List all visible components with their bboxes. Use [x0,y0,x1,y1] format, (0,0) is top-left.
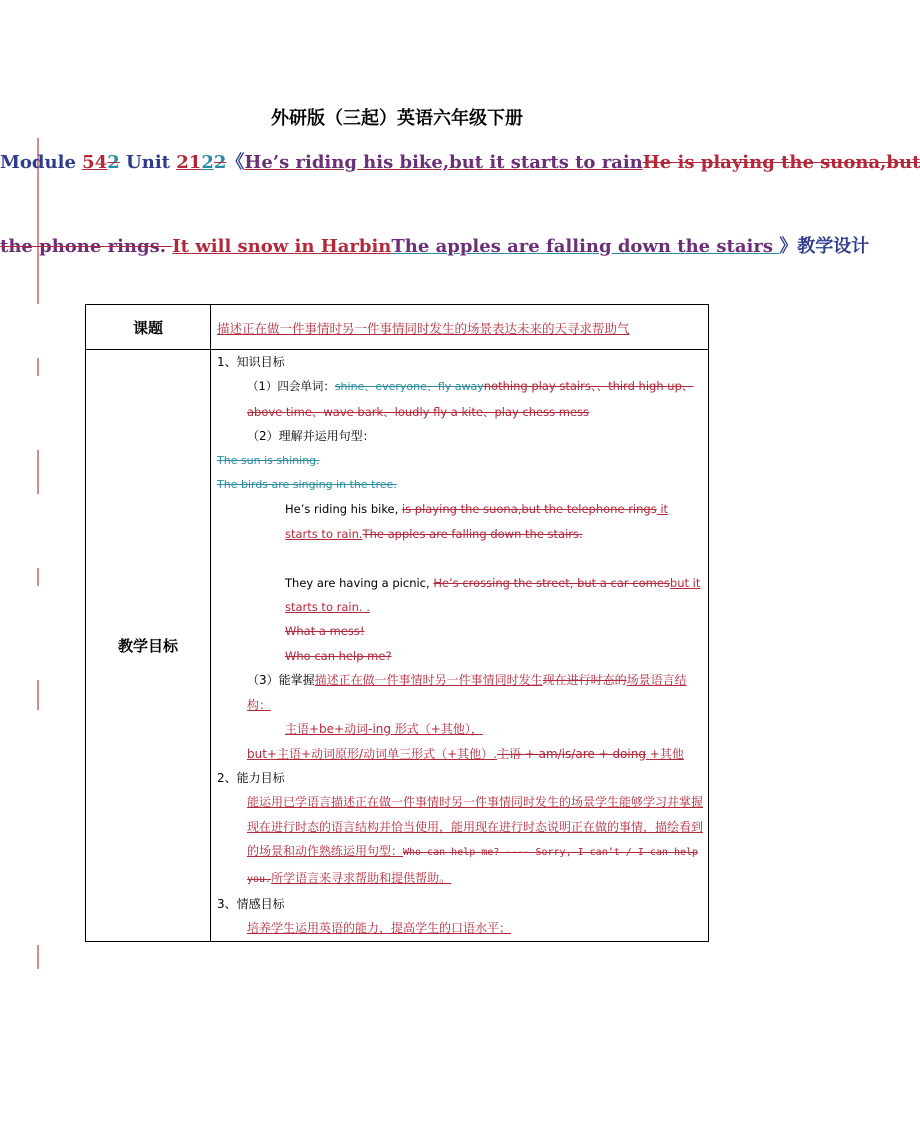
unit-label: Unit [119,152,177,173]
unit-number-old: 2 [213,152,227,173]
revision-margin-bar [37,450,39,494]
sentence-5: What a mess! [285,624,365,639]
module-number-new: 54 [82,152,108,173]
sentence-3-a: He’s riding his bike, [285,502,402,517]
unit-number-mid: 2 [201,152,214,173]
open-bracket: 《 [226,152,245,173]
lesson-title-alt: It will snow in Harbin [172,236,392,257]
topic-label-cell: 课题 [86,305,211,350]
module-number-old: 2 [107,152,120,173]
blank-line [217,546,704,570]
ability-text-1: 能运用已学语言描述正在做一件事情时另一件事情同时发生的场景学生能够学习并掌握现在进行时态的语言结构并恰当使用，能用现在进行时态说明正在做的事情，描绘看到的场景和动作熟练运用句型： [247,795,704,859]
lesson-title-new: He’s riding his bike,but it starts to rain [244,152,643,173]
structure-formula-1: 主语+be+动词-ing 形式（+其他）， [285,722,483,737]
structure-red: 描述正在做一件事情时另一件事情同时发生 [314,673,543,688]
module-label: Module [0,152,83,173]
sentence-6: Who can help me? [285,648,392,663]
sentence-4-b: but it starts to rain. . [285,575,701,615]
sentence-4-struck: He’s crossing the street, but a car comes [433,575,670,590]
sentence-3 [217,497,704,546]
lesson-title-line-3 [0,232,870,258]
sentence-3-struck: is playing the suona,but the telephone rings [401,502,657,517]
sentence-4 [217,571,704,620]
document-title: 外研版（三起）英语六年级下册 [271,108,523,129]
revision-margin-bar [37,358,39,376]
lesson-title-old-c: The apples are falling down the stairs [391,236,780,257]
structure-mid: 现在进行时态的 [542,673,627,688]
formula-2-a: but+主语+动词原形/动词单三形式（+其他）. [247,746,497,761]
lesson-title-old-b: the phone rings. [0,236,173,257]
emotion-text [217,916,704,940]
formula-2-struck: 主语 + am/is/are + doing [496,746,646,761]
objectives-content [211,350,709,942]
emotion-heading: 3、情感目标 [217,896,285,911]
vocab-line [217,374,704,424]
ability-mono: Who can help me? ---- Sorry, I can’t / I can help you. [247,847,699,885]
structure-prefix: （3）能掌握 [247,673,315,688]
sentence-3-b: it starts to rain. [285,502,669,541]
lesson-plan-table [85,304,709,942]
table-row [86,305,709,350]
ability-text [217,790,704,892]
lesson-title-line-1 [0,148,920,174]
topic-content: 描述正在做一件事情时另一件事情同时发生的场景表达未来的天寻求帮助气 [211,305,709,350]
unit-number-new: 21 [176,152,202,173]
ability-text-2: 所学语言来寻求帮助和提供帮助。 [271,870,452,885]
vocab-prefix: （1）四会单词： [247,379,335,394]
structure-formula-2 [217,742,704,766]
sentence-3-struck-2: The apples are falling down the stairs. [362,526,583,541]
vocab-new: nothing play stairs、、third high up、above time、wave bark、loudly fly a kite、play chess mess [247,379,694,419]
formula-2-b: +其他 [645,746,684,761]
emotion-text-content: 培养学生运用英语的能力，提高学生的口语水平； [247,921,512,936]
ability-heading: 2、能力目标 [217,770,285,785]
structure-end: 场景语言结构： [247,673,687,712]
revision-margin-bar [37,568,39,586]
sentence-struck-2: The birds are singing in the tree. [217,478,397,492]
close-bracket: 》教学设计 [779,236,870,257]
sentence-struck-1: The sun is shining. [217,453,320,467]
sentence-4-a: They are having a picnic, [285,575,434,590]
objectives-label-cell: 教学目标 [86,350,211,942]
knowledge-heading: 1、知识目标 [217,355,285,369]
vocab-struck: shine、everyone、fly away [334,380,484,394]
revision-margin-bar [37,945,39,969]
table-row [86,350,709,942]
sentence-heading: （2）理解并运用句型： [247,429,375,444]
structure-heading [217,668,704,717]
lesson-title-old-a: He is playing the suona,but [642,152,920,173]
revision-margin-bar [37,680,39,710]
